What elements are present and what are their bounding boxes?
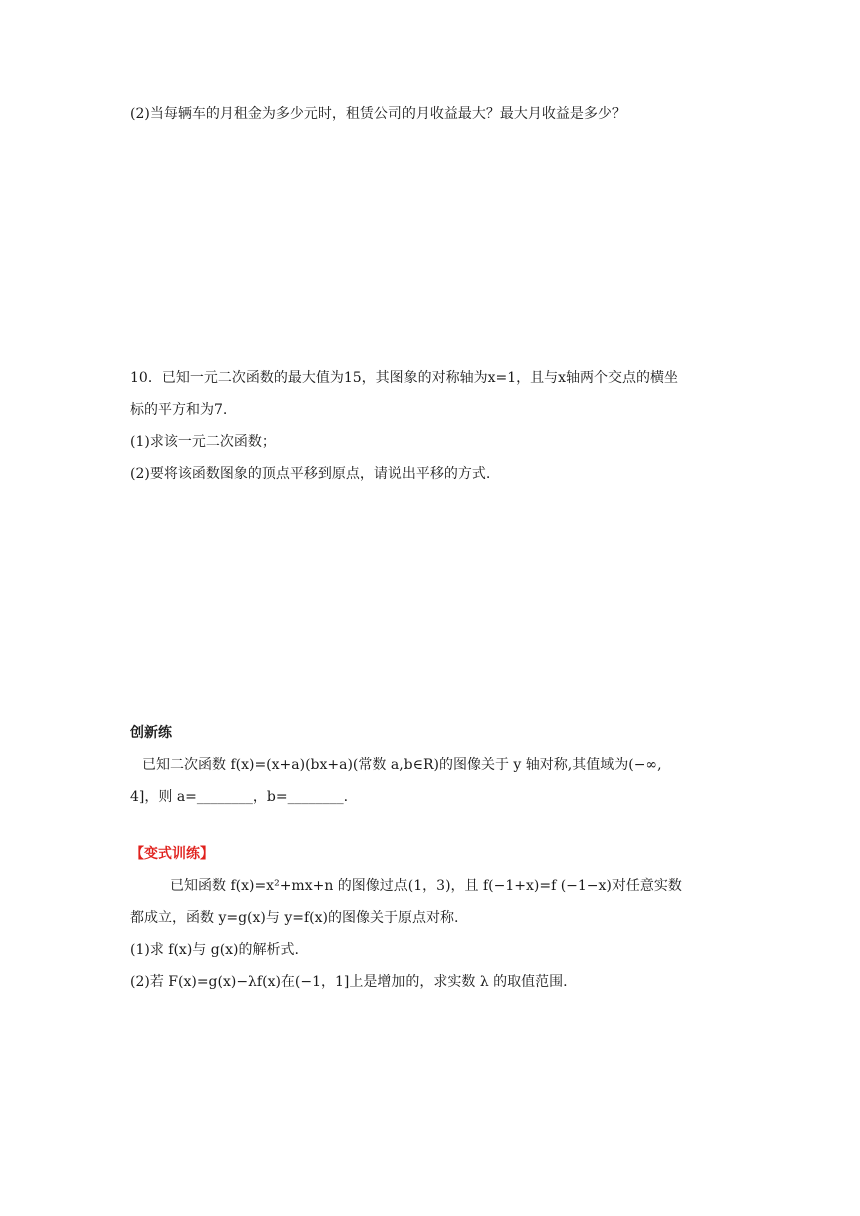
- question-9-part-2: [130, 98, 740, 130]
- q9-part2-text: (2)当每辆车的月租金为多少元时，租赁公司的月收益最大？最大月收益是多少？: [130, 106, 626, 122]
- innovation-line2: 4]，则 a=________，b=________.: [130, 789, 349, 805]
- variant-line1: 已知函数 f(x)=x²+mx+n 的图像过点(1，3)，且 f(−1+x)=f (−1−x)对任意实数: [170, 878, 682, 894]
- innovation-heading: 创新练: [130, 725, 172, 741]
- variant-part1: (1)求 f(x)与 g(x)的解析式.: [130, 942, 299, 958]
- innovation-line1: 已知二次函数 f(x)=(x+a)(bx+a)(常数 a,b∈R)的图像关于 y 轴对称,其值域为(−∞,: [142, 757, 662, 773]
- q10-part1: (1)求该一元二次函数；: [130, 434, 276, 450]
- innovation-section: [130, 717, 740, 813]
- variant-part2: (2)若 F(x)=g(x)−λf(x)在(−1，1]上是增加的，求实数 λ 的取值范围.: [130, 974, 568, 990]
- variant-heading: 【变式训练】: [130, 846, 214, 862]
- q10-part2: (2)要将该函数图象的顶点平移到原点，请说出平移的方式.: [130, 466, 491, 482]
- q10-stem-line1: 10．已知一元二次函数的最大值为15，其图象的对称轴为x=1，且与x轴两个交点的横坐: [130, 370, 679, 386]
- variant-training-section: [130, 838, 740, 998]
- question-10: [130, 362, 740, 490]
- variant-line2: 都成立，函数 y=g(x)与 y=f(x)的图像关于原点对称.: [130, 910, 459, 926]
- q10-stem-line2: 标的平方和为7.: [130, 402, 228, 418]
